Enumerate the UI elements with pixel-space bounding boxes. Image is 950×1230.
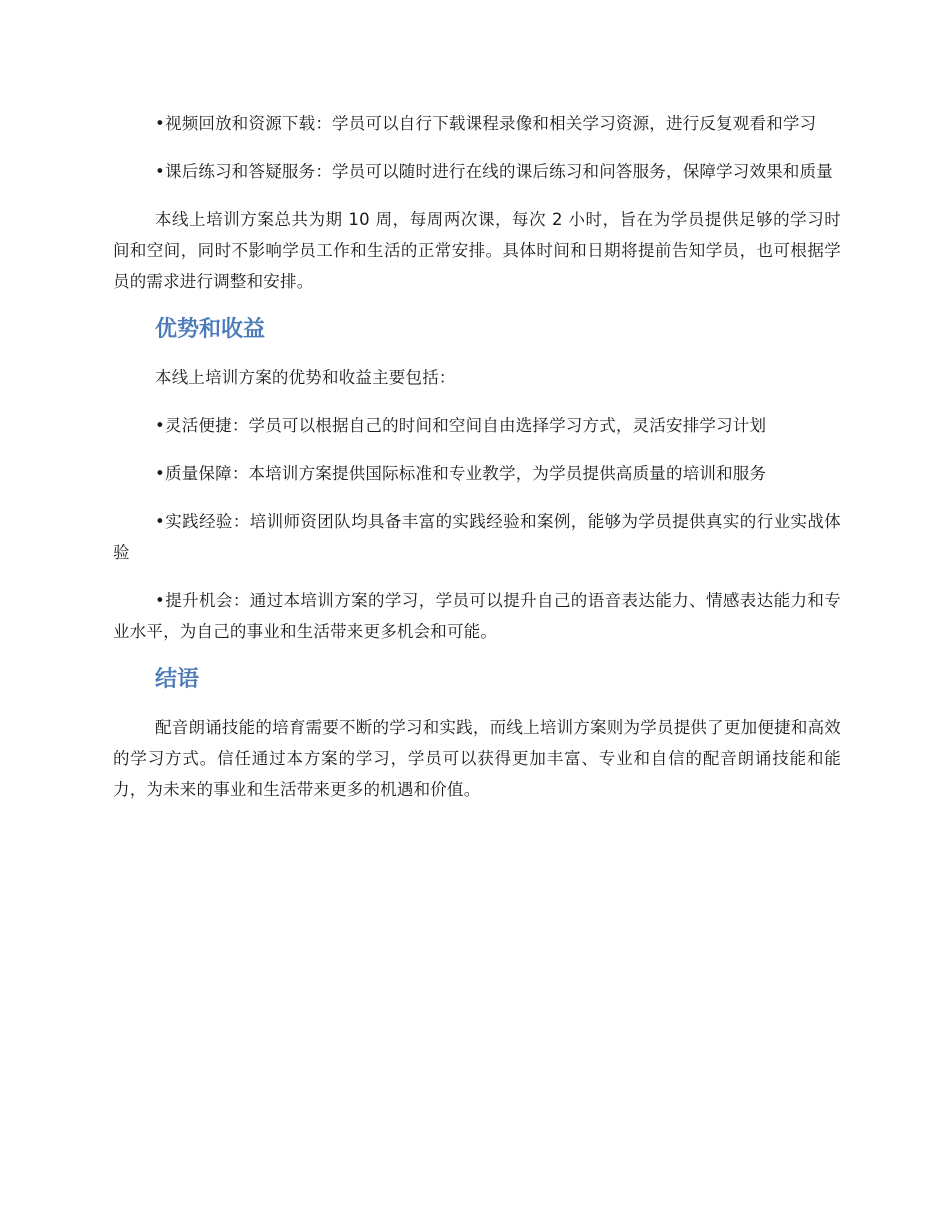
bullet-label: 课后练习和答疑服务 [165,162,316,181]
conclusion-paragraph: 配音朗诵技能的培育需要不断的学习和实践，而线上培训方案则为学员提供了更加便捷和高效的学习方式。信任通过本方案的学习，学员可以获得更加丰富、专业和自信的配音朗诵技能和能力，为未来的事业和生活带来更多的机遇和价值。 [113,718,841,799]
bullet-text: ：学员可以自行下载课程录像和相关学习资源，进行反复观看和学习 [315,114,817,133]
bullet-practice-qa [113,156,841,187]
bullet-marker: • [155,464,165,483]
bullet-label: 灵活便捷 [165,416,232,435]
advantages-intro: 本线上培训方案的优势和收益主要包括： [155,368,456,387]
bullet-marker: • [155,114,165,133]
bullet-marker: • [155,416,165,435]
advantages-heading: 优势和收益 [155,317,266,342]
bullet-opportunity [113,585,841,647]
bullet-video-replay [113,108,841,139]
bullet-experience [113,506,841,568]
conclusion-heading: 结语 [155,667,200,692]
bullet-label: 实践经验 [165,512,233,531]
bullet-label: 质量保障 [165,464,232,483]
bullet-marker: • [155,162,165,181]
bullet-text: ：培训师资团队均具备丰富的实践经验和案例，能够为学员提供真实的行业实战体验 [113,512,841,562]
bullet-label: 提升机会 [165,591,233,610]
bullet-marker: • [155,591,165,610]
bullet-label: 视频回放和资源下载 [165,114,316,133]
bullet-text: ：通过本培训方案的学习，学员可以提升自己的语音表达能力、情感表达能力和专业水平，为自己的事业和生活带来更多机会和可能。 [113,591,841,641]
document-page [113,108,841,822]
bullet-flexible [113,410,841,441]
bullet-marker: • [155,512,165,531]
bullet-text: ：学员可以根据自己的时间和空间自由选择学习方式，灵活安排学习计划 [231,416,767,435]
bullet-quality [113,458,841,489]
bullet-text: ：本培训方案提供国际标准和专业教学，为学员提供高质量的培训和服务 [231,464,767,483]
bullet-text: ：学员可以随时进行在线的课后练习和问答服务，保障学习效果和质量 [315,162,834,181]
schedule-paragraph: 本线上培训方案总共为期 10 周，每周两次课，每次 2 小时，旨在为学员提供足够的学习时间和空间，同时不影响学员工作和生活的正常安排。具体时间和日期将提前告知学员，也可根据学员的需求进行调整和安排。 [113,210,841,291]
